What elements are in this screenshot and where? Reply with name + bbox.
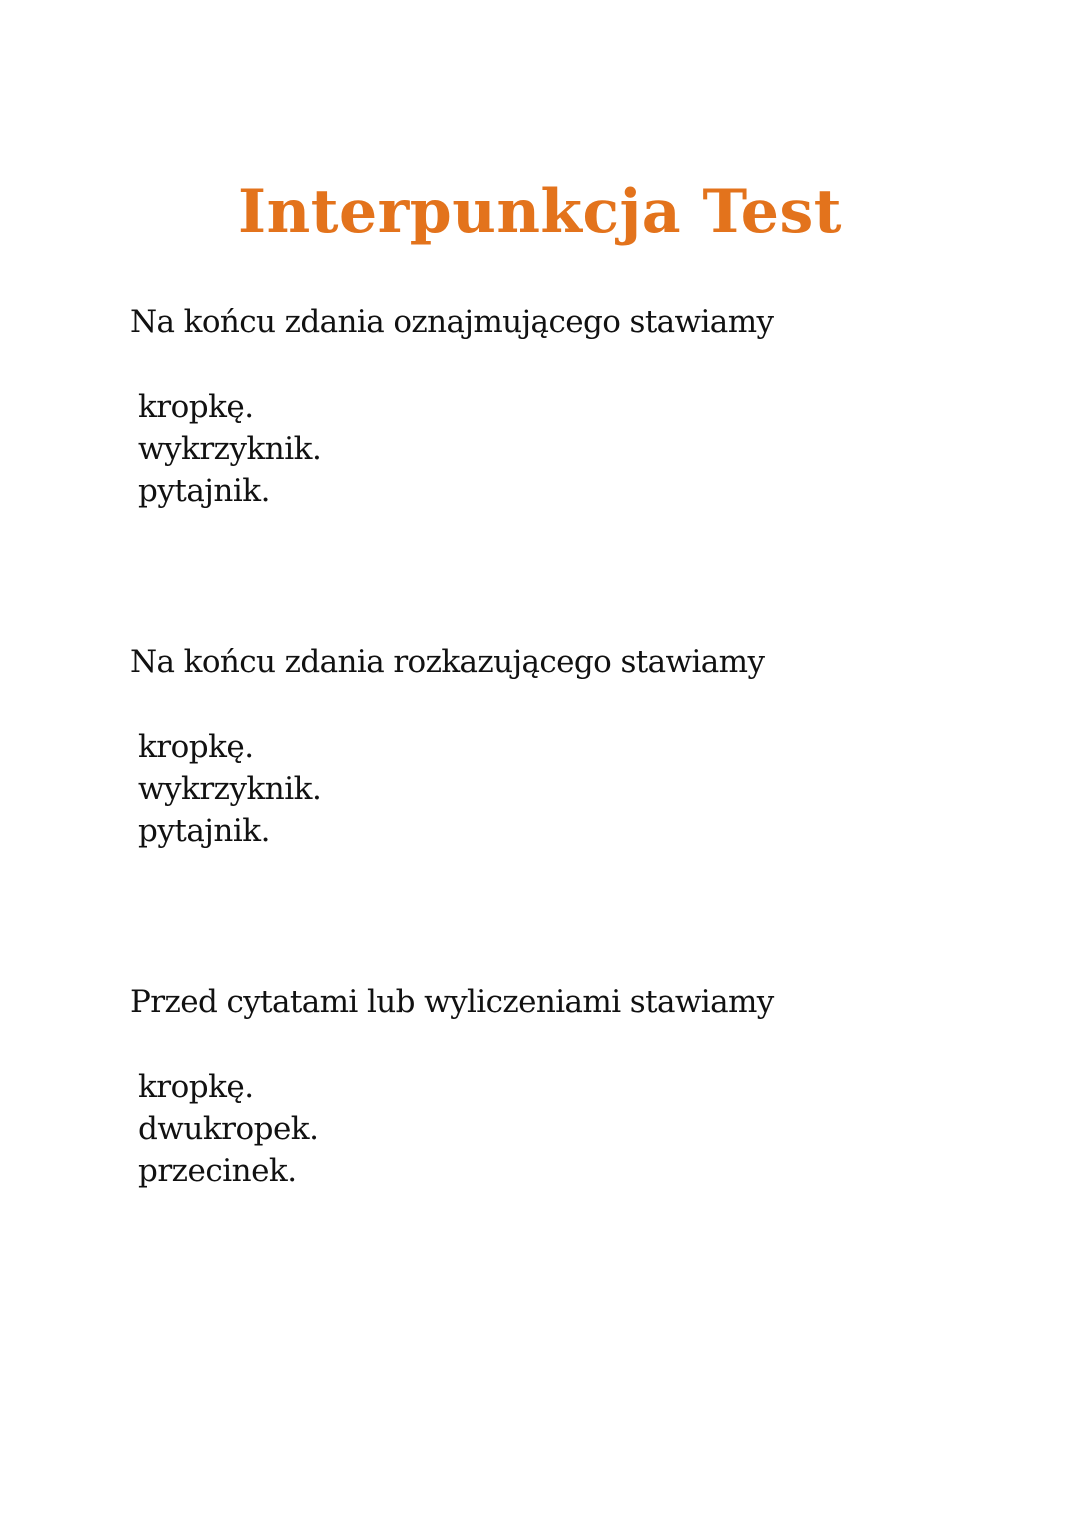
answer-option: przecinek.	[138, 1153, 297, 1189]
question-prompt: Na końcu zdania rozkazującego stawiamy	[130, 644, 765, 680]
answer-option: pytajnik.	[138, 473, 270, 509]
answer-option: kropkę.	[138, 1069, 254, 1105]
page-title: Interpunkcja Test	[238, 177, 842, 248]
answer-option: wykrzyknik.	[138, 771, 322, 807]
answer-options	[130, 1066, 774, 1192]
answer-options	[130, 386, 773, 512]
answer-option: kropkę.	[138, 389, 254, 425]
answer-option: dwukropek.	[138, 1111, 319, 1147]
question-3	[130, 982, 774, 1192]
question-1	[130, 302, 773, 512]
question-2	[130, 642, 764, 852]
answer-option: wykrzyknik.	[138, 431, 322, 467]
answer-option: kropkę.	[138, 729, 254, 765]
answer-options	[130, 726, 764, 852]
question-prompt: Na końcu zdania oznajmującego stawiamy	[130, 304, 774, 340]
question-prompt: Przed cytatami lub wyliczeniami stawiamy	[130, 984, 774, 1020]
answer-option: pytajnik.	[138, 813, 270, 849]
